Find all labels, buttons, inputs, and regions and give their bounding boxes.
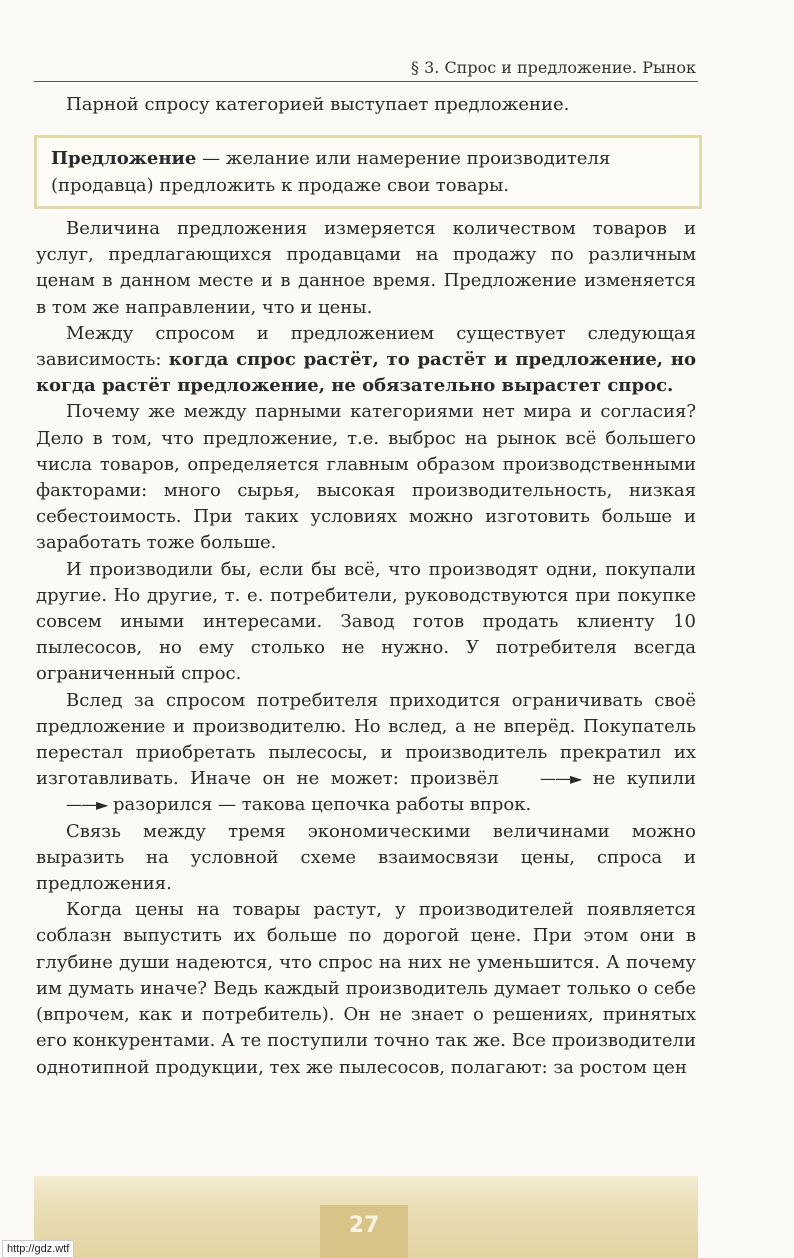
intro-paragraph: Парной спросу категорией выступает предложение.	[66, 94, 570, 115]
definition-box	[34, 135, 702, 209]
arrow-icon: ——►	[539, 769, 582, 789]
definition-body: — желание или намерение производителя (продавца) предложить к продаже свои товары.	[51, 148, 611, 196]
watermark-link[interactable]: http://gdz.wtf	[2, 1240, 74, 1258]
dependency-rule: когда спрос растёт, то растёт и предложение, но когда растёт предложение, не обязательно вырастет спрос.	[36, 349, 696, 397]
main-text	[36, 216, 696, 1081]
definition-term: Предложение	[51, 148, 197, 169]
chain-lead: Вслед за спросом потребителя приходится ограничивать своё предложение и производителю. Но вслед, а не вперёд. Покупатель перестал приобретать пылесосы, и производитель прекратил их изготавливать. Иначе он не может: произвёл	[36, 689, 696, 790]
paragraph: Почему же между парными категориями нет мира и согласия? Дело в том, что предложение, т.е. выброс на рынок всё большего числа товаров, определяется главным образом производственными факторами: много сырья, высокая производительность, низкая себестоимость. При таких условиях можно изготовить больше и заработать тоже больше.	[36, 401, 696, 554]
chain-step: не купили	[581, 768, 697, 790]
arrow-icon: ——►	[66, 795, 108, 815]
running-head: § 3. Спрос и предложение. Рынок	[411, 58, 696, 77]
paragraph: Когда цены на товары растут, у производителей появляется соблазн выпустить их больше по дорогой цене. При этом они в глубине души надеются, что спрос на них не уменьшится. А почему им думать иначе? Ведь каждый производитель думает только о себе (впрочем, как и потребитель). Он не знает о решениях, принятых его конкурентами. А те поступили точно так же. Все производители однотипной продукции, тех же пылесосов, полагают: за ростом цен	[36, 899, 696, 1078]
chain-tail: разорился — такова цепочка работы впрок.	[107, 794, 532, 816]
paragraph: Связь между тремя экономическими величинами можно выразить на условной схеме взаимосвязи цены, спроса и предложения.	[36, 820, 696, 895]
paragraph: Величина предложения измеряется количеством товаров и услуг, предлагающихся продавцами на продажу по различным ценам в данном месте и в данное время. Предложение изменяется в том же направлении, что и цены.	[36, 218, 696, 318]
paragraph: И производили бы, если бы всё, что производят одни, покупали другие. Но другие, т. е. потребители, руководствуются при покупке совсем иными интересами. Завод готов продать клиенту 10 пылесосов, но ему столько не нужно. У потребителя всегда ограниченный спрос.	[36, 558, 696, 685]
definition-text	[51, 146, 685, 199]
intro-block	[36, 92, 696, 133]
dependency-paragraph	[36, 321, 696, 400]
header-rule	[34, 81, 698, 82]
dependency-lead: Между спросом и предложением существует следующая зависимость:	[36, 322, 696, 371]
page-number: 27	[348, 1213, 380, 1238]
chain-paragraph	[36, 688, 696, 819]
